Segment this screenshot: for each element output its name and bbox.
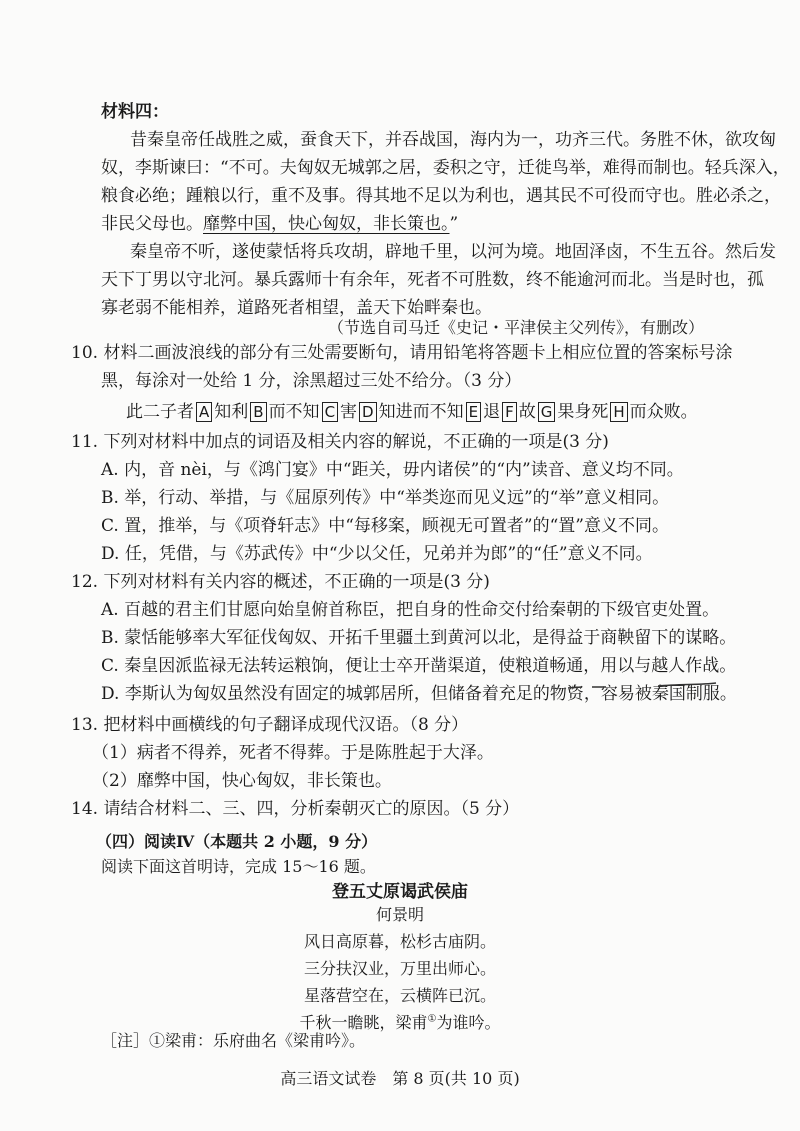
q14-stem: 14. 请结合材料二、三、四，分析秦朝灭亡的原因。（5 分）: [71, 799, 520, 819]
poem-note: ［注］①梁甫：乐府曲名《梁甫吟》。: [101, 1031, 366, 1050]
poem-line-4-post: 为谁吟。: [436, 1013, 501, 1032]
material-four-line-1: 昔秦皇帝任战胜之威，蚕食天下，并吞战国，海内为一，功齐三代。务胜不休，欲攻匈: [130, 130, 776, 150]
segment: 果身死: [557, 402, 609, 422]
segment: 而不知: [268, 402, 320, 422]
underlined-sentence: 靡弊中国，快心匈奴，非长策也。: [203, 214, 450, 234]
q10-stem-line-2: 黑，每涂对一处给 1 分，涂黑超过三处不给分。（3 分）: [101, 371, 522, 391]
break-box-e[interactable]: E: [466, 402, 481, 422]
segment: 知利: [214, 402, 249, 422]
q13-item-1: （1）病者不得养，死者不得葬。于是陈胜起于大泽。: [92, 743, 494, 763]
q12-option-b: B. 蒙恬能够率大军征伐匈奴、开拓千里疆土到黄河以北，是得益于商鞅留下的谋略。: [101, 628, 737, 648]
break-box-g[interactable]: G: [538, 402, 556, 422]
material-four-line-4: [101, 213, 458, 235]
poem-line-2: 三分扶汉业，万里出师心。: [303, 959, 496, 978]
material-four-line-4-post: ”: [449, 214, 459, 234]
page-footer: 高三语文试卷 第 8 页(共 10 页): [280, 1069, 520, 1088]
segment: 知进而不知: [378, 402, 464, 422]
break-box-d[interactable]: D: [359, 402, 377, 422]
material-four-line-4-pre: 非民父母也。: [101, 214, 203, 234]
q13-stem: 13. 把材料中画横线的句子翻译成现代汉语。（8 分）: [71, 715, 469, 735]
section-four-intro: 阅读下面这首明诗，完成 15～16 题。: [101, 857, 376, 876]
material-four-p2-line-2: 天下丁男以守北河。暴兵露师十有余年，死者不可胜数，终不能逾河而北。当是时也，孤: [101, 270, 764, 290]
poem-author: 何景明: [375, 905, 424, 924]
material-four-p2-line-3: 寡老弱不能相养，道路死者相望，盖天下始畔秦也。: [101, 298, 492, 318]
material-source: （节选自司马迁《史记・平津侯主父列传》，有删改）: [328, 318, 705, 337]
break-box-f[interactable]: F: [502, 402, 517, 422]
segment: 此二子者: [126, 402, 194, 422]
section-four-heading: （四）阅读Ⅳ（本题共 2 小题，9 分）: [96, 832, 378, 851]
q11-option-b: B. 举，行动、举措，与《屈原列传》中“举类迩而见义远”的“举”意义相同。: [101, 488, 670, 508]
q13-item-2: （2）靡弊中国，快心匈奴，非长策也。: [92, 771, 392, 791]
poem-line-4-pre: 千秋一瞻眺，梁甫: [299, 1013, 428, 1032]
q10-stem-line-1: 10. 材料二画波浪线的部分有三处需要断句，请用铅笔将答题卡上相应位置的答案标号涂: [71, 343, 733, 363]
segment: 害: [340, 402, 358, 422]
q11-stem: 11. 下列对材料中加点的词语及相关内容的解说，不正确的一项是(3 分): [71, 432, 609, 452]
material-four-line-2: 奴，李斯谏曰：“不可。夫匈奴无城郭之居，委积之守，迁徙鸟举，难得而制也。轻兵深入，: [101, 158, 790, 178]
q12-option-c: C. 秦皇因派监禄无法转运粮饷，便让士卒开凿渠道，使粮道畅通，用以与越人作战。: [101, 656, 737, 676]
footnote-marker: ①: [427, 1013, 437, 1025]
pencil-mark-icon: [560, 679, 720, 693]
poem-line-3: 星落营空在，云横阵已沉。: [303, 986, 496, 1005]
break-box-c[interactable]: C: [322, 402, 338, 422]
material-four-p2-line-1: 秦皇帝不听，遂使蒙恬将兵攻胡，辟地千里，以河为境。地固泽卤，不生五谷。然后发: [130, 242, 776, 262]
segment: 故: [518, 402, 536, 422]
break-box-b[interactable]: B: [250, 402, 266, 422]
material-four-line-3: 粮食必绝；踵粮以行，重不及事。得其地不足以为利也，遇其民不可役而守也。胜必杀之，: [101, 186, 781, 206]
q10-break-options: [126, 401, 698, 423]
q12-stem: 12. 下列对材料有关内容的概述，不正确的一项是(3 分): [71, 572, 490, 592]
q11-option-c: C. 置，推举，与《项脊轩志》中“每移案，顾视无可置者”的“置”意义不同。: [101, 516, 669, 536]
poem-line-1: 风日高原暮，松杉古庙阴。: [303, 932, 496, 951]
poem-title: 登五丈原谒武侯庙: [332, 882, 468, 902]
q12-option-d: D. 李斯认为匈奴虽然没有固定的城郭居所，但储备着充足的物资，容易被秦国制服。: [101, 684, 737, 704]
q11-option-d: D. 任，凭借，与《苏武传》中“少以父任，兄弟并为郎”的“任”意义不同。: [101, 544, 653, 564]
q11-option-a: A. 内，音 nèi，与《鸿门宴》中“距关，毋内诸侯”的“内”读音、意义均不同。: [101, 460, 684, 480]
q12-option-a: A. 百越的君主们甘愿向始皇俯首称臣，把自身的性命交付给秦朝的下级官吏处置。: [101, 600, 720, 620]
break-box-a[interactable]: A: [196, 402, 212, 422]
segment: 而众败。: [629, 402, 698, 422]
material-four-title: 材料四：: [101, 102, 169, 122]
break-box-h[interactable]: H: [610, 402, 627, 422]
segment: 退: [483, 402, 501, 422]
